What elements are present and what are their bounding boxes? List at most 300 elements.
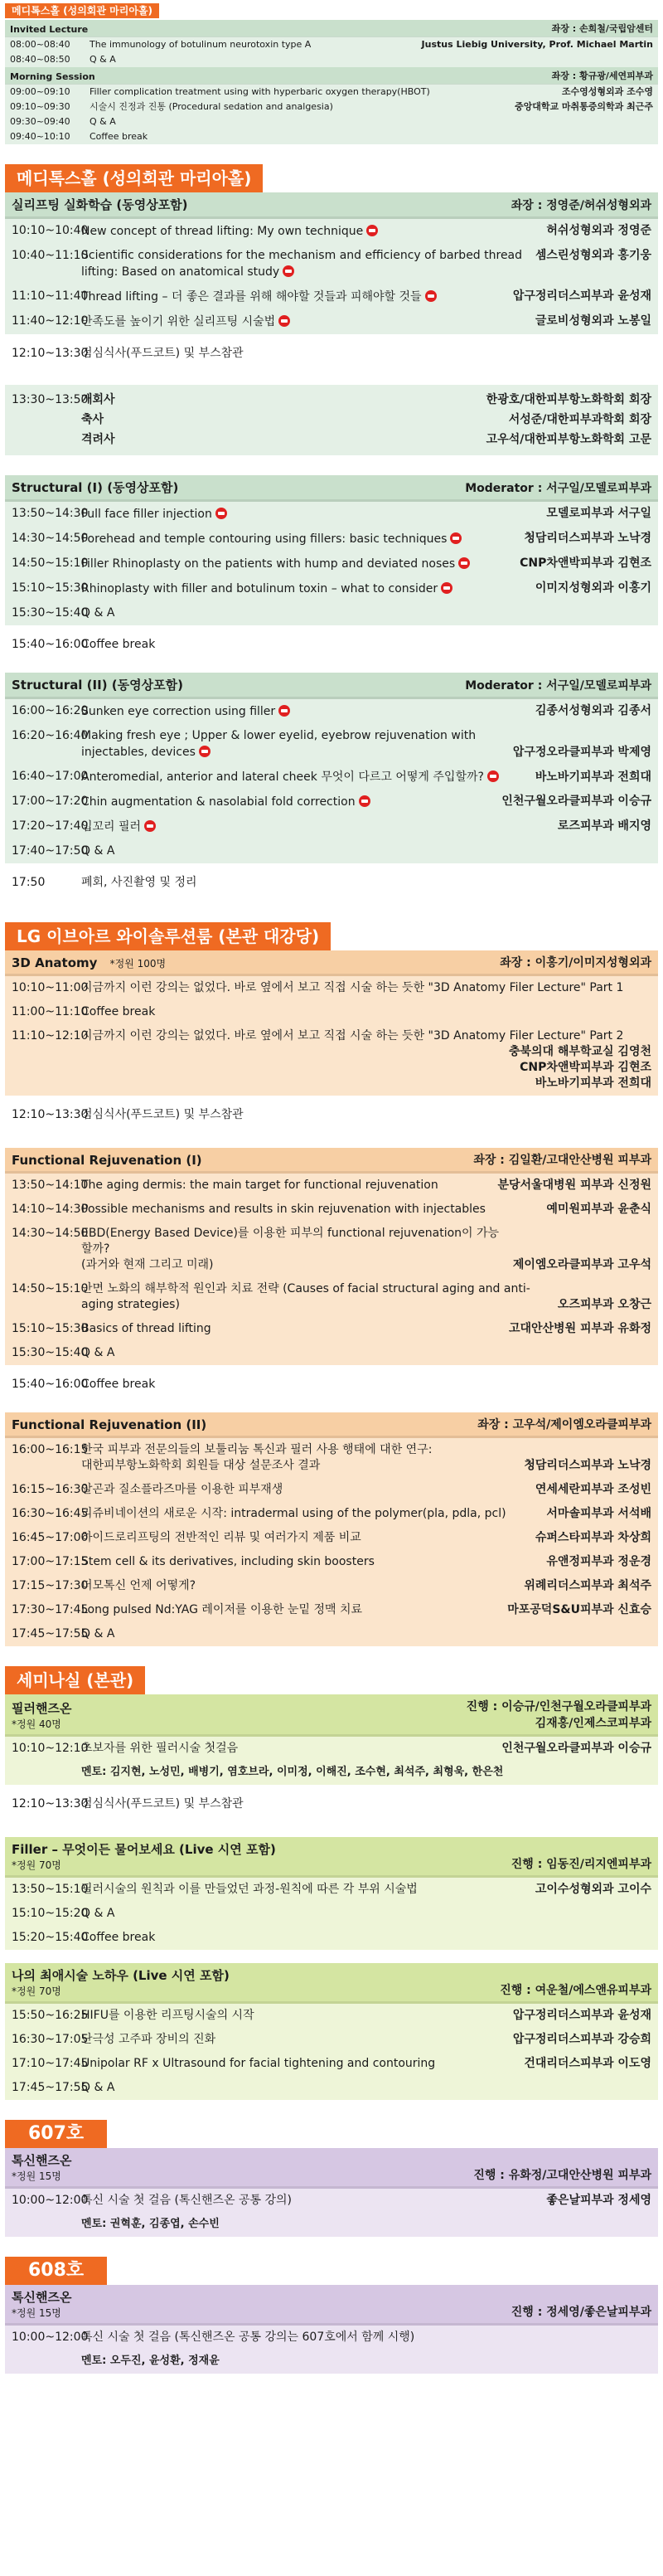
favorite-procedure-capacity: *정원 70명 bbox=[12, 1985, 61, 1997]
program-page bbox=[0, 2, 663, 2379]
session-row bbox=[5, 976, 658, 1000]
session-title: Anteromedial, anterior and lateral cheek 무엇이 다르고 어떻게 주입할까? bbox=[81, 770, 484, 784]
session-row bbox=[5, 1277, 658, 1317]
session-time: 15:30~15:40 bbox=[12, 606, 89, 620]
session-time: 15:30~15:40 bbox=[12, 1346, 89, 1359]
session-row bbox=[5, 1198, 658, 1222]
session-title: 만족도를 높이기 위한 실리프팅 시술법 bbox=[81, 315, 276, 328]
session-speaker: 모델로피부과 서구일 bbox=[546, 507, 651, 520]
anatomy-rows bbox=[5, 976, 658, 1096]
session-row bbox=[5, 1737, 658, 1761]
opening-row bbox=[5, 432, 658, 452]
session-time: 17:20~17:40 bbox=[12, 819, 89, 833]
structural-1-header bbox=[5, 475, 658, 502]
opening-label: 개회사 bbox=[81, 393, 115, 406]
toxin-handson-607-header bbox=[5, 2148, 658, 2189]
session-time: 16:30~16:45 bbox=[12, 1507, 89, 1520]
session-title: Stem cell & its derivatives, including skin boosters bbox=[81, 1555, 375, 1568]
session-time: 14:50~15:10 bbox=[12, 557, 89, 570]
session-time: 13:30~13:50 bbox=[12, 393, 89, 406]
session-time: 11:40~12:10 bbox=[12, 314, 89, 328]
session-speaker: 인천구월오라클피부과 이승규 bbox=[501, 1742, 651, 1755]
session-time: 15:20~15:40 bbox=[12, 1931, 89, 1944]
session-time: 16:45~17:00 bbox=[12, 1531, 89, 1544]
toxin-handson-607-chair: 진행 : 유화정/고대안산병원 피부과 bbox=[473, 2169, 651, 2182]
session-speaker: 연세세란피부과 조성빈 bbox=[535, 1483, 651, 1496]
session-title: Coffee break bbox=[81, 1005, 156, 1018]
mini-hall-tag: 메디톡스홀 (성의회관 마리아홀) bbox=[5, 3, 159, 18]
mini-section bbox=[5, 2, 658, 144]
session-time: 11:10~11:40 bbox=[12, 289, 89, 303]
invited-lecture-title: Invited Lecture bbox=[10, 24, 89, 35]
session-title: Full face filler injection bbox=[81, 508, 212, 521]
functional-2-chair: 좌장 : 고우석/제이엠오라클피부과 bbox=[477, 1418, 651, 1431]
session-time: 17:10~17:45 bbox=[12, 2057, 89, 2070]
structural-1-box bbox=[5, 475, 658, 664]
seminar-room-section bbox=[5, 1646, 658, 2100]
session-speaker: 슈퍼스타피부과 차상희 bbox=[535, 1531, 651, 1544]
seminar-room-tag: 세미나실 (본관) bbox=[5, 1666, 145, 1694]
session-title: 톡신 시술 첫 걸음 (톡신핸즈온 공통 강의) bbox=[81, 2194, 293, 2207]
session-time: 12:10~13:30 bbox=[12, 1797, 89, 1810]
session-row bbox=[5, 1622, 658, 1646]
session-row bbox=[5, 699, 658, 724]
session-title: Scientific considerations for the mechanism and efficiency of barbed thread lifting: Based on anatomical study bbox=[81, 249, 523, 279]
functional-2-rows bbox=[5, 1438, 658, 1646]
session-time: 10:00~12:00 bbox=[12, 2331, 89, 2344]
video-play-icon bbox=[144, 820, 156, 832]
session-speaker: 예미원피부과 윤춘식 bbox=[546, 1203, 651, 1216]
session-time: 16:15~16:30 bbox=[12, 1483, 89, 1496]
session-speaker: 이미지성형외과 이홍기 bbox=[535, 581, 651, 595]
session-time: 16:00~16:20 bbox=[12, 704, 89, 717]
session-title: Q & A bbox=[81, 606, 115, 620]
session-title: 필러시술의 원칙과 이를 만들었던 과정-원칙에 따른 각 부위 시술법 bbox=[81, 1883, 418, 1896]
session-row bbox=[5, 1222, 658, 1277]
invited-lecture-box bbox=[5, 20, 658, 144]
session-title: Filler Rhinoplasty on the patients with hump and deviated noses bbox=[81, 557, 456, 571]
session-row bbox=[5, 1174, 658, 1198]
room-607-section bbox=[5, 2100, 658, 2237]
mentor-list: 멘토: 김지현, 노성민, 배병기, 염호브라, 이미정, 이해진, 조수현, 최석주, 최형욱, 한은천 bbox=[81, 1766, 504, 1778]
session-row bbox=[5, 100, 658, 114]
functional-2-title: Functional Rejuvenation (II) bbox=[12, 1417, 207, 1432]
session-speaker: 중앙대학교 마취통증의학과 최근주 bbox=[514, 101, 653, 112]
video-play-icon bbox=[487, 770, 499, 782]
video-play-icon bbox=[366, 225, 378, 236]
session-time: 13:50~14:30 bbox=[12, 507, 89, 520]
session-time: 09:00~09:10 bbox=[10, 86, 70, 97]
session-title: 점심식사(푸드코트) 및 부스참관 bbox=[81, 347, 244, 360]
session-title: 안면 노화의 해부학적 원인과 치료 전략 (Causes of facial structural aging and anti-aging strategies) bbox=[81, 1282, 530, 1311]
anatomy-capacity: *정원 100명 bbox=[109, 958, 167, 970]
break-row bbox=[5, 625, 658, 664]
opening-label: 축사 bbox=[81, 413, 104, 426]
session-row bbox=[5, 1574, 658, 1598]
session-title: Q & A bbox=[81, 2081, 115, 2094]
session-row bbox=[5, 1438, 658, 1478]
session-title: EBD(Energy Based Device)를 이용한 피부의 functional rejuvenation이 가능할까? (과거와 현재 그리고 미래) bbox=[81, 1227, 500, 1271]
session-title: Q & A bbox=[81, 1907, 115, 1920]
session-time: 14:10~14:30 bbox=[12, 1203, 89, 1216]
session-row bbox=[5, 2326, 658, 2350]
filler-handson-chair: 진행 : 이승규/인천구월오라클피부과 김재홍/인제스코피부과 bbox=[466, 1700, 651, 1730]
room-607-tag: 607호 bbox=[5, 2120, 107, 2148]
session-speaker: 인천구월오라클피부과 이승규 bbox=[501, 795, 651, 808]
session-time: 15:10~15:30 bbox=[12, 1322, 89, 1335]
session-title: The aging dermis: the main target for functional rejuvenation bbox=[81, 1179, 438, 1192]
structural-1-title: Structural (I) (동영상포함) bbox=[12, 480, 179, 495]
mentor-list: 멘토: 권혁훈, 김종엽, 손수빈 bbox=[81, 2218, 220, 2230]
session-row bbox=[5, 724, 658, 765]
session-row bbox=[5, 1317, 658, 1341]
session-row bbox=[5, 576, 658, 601]
session-speaker: 압구정리더스피부과 강승희 bbox=[512, 2033, 651, 2046]
closing-row bbox=[5, 863, 658, 902]
lunch-row bbox=[5, 1785, 658, 1824]
session-title: Making fresh eye ; Upper & lower eyelid, eyebrow rejuvenation with injectables, devices bbox=[81, 729, 477, 759]
toxin-handson-607-title: 톡신핸즈온 bbox=[12, 2153, 72, 2168]
video-play-icon bbox=[199, 746, 211, 757]
session-speaker: 마포공덕S&U피부과 신효승 bbox=[507, 1603, 651, 1616]
session-speaker: 오즈피부과 오창근 bbox=[557, 1298, 651, 1311]
session-time: 16:00~16:15 bbox=[12, 1443, 89, 1456]
session-speaker: 건대리더스피부과 이도영 bbox=[524, 2057, 651, 2070]
session-time: 17:40~17:50 bbox=[12, 844, 89, 858]
session-time: 17:30~17:45 bbox=[12, 1603, 89, 1616]
session-title: New concept of thread lifting: My own technique bbox=[81, 225, 364, 238]
video-play-icon bbox=[425, 290, 437, 302]
favorite-procedure-title: 나의 최애시술 노하우 (Live 시연 포함) bbox=[12, 1968, 230, 1983]
morning-session-chair: 좌장 : 황규광/세연피부과 bbox=[551, 70, 653, 81]
anatomy-header bbox=[5, 950, 658, 976]
session-title: 입꼬리 필러 bbox=[81, 820, 142, 834]
session-time: 17:45~17:55 bbox=[12, 2081, 89, 2094]
session-row bbox=[5, 790, 658, 814]
session-speaker: 김종서성형외과 김종서 bbox=[535, 704, 651, 717]
session-speaker: CNP차앤박피부과 김현조 bbox=[520, 557, 651, 570]
structural-2-chair: Moderator : 서구일/모델로피부과 bbox=[465, 679, 651, 693]
mentor-list: 멘토: 오두진, 윤성환, 정재윤 bbox=[81, 2355, 220, 2367]
video-play-icon bbox=[278, 705, 290, 717]
toxin-handson-607-rows bbox=[5, 2189, 658, 2237]
thread-lifting-header bbox=[5, 192, 658, 219]
session-title: 리쥬비네이션의 새로운 시작: intradermal using of the polymer(pla, pdla, pcl) bbox=[81, 1507, 506, 1520]
session-row bbox=[5, 1526, 658, 1550]
session-title: Possible mechanisms and results in skin rejuvenation with injectables bbox=[81, 1203, 486, 1216]
lg-hall-section bbox=[5, 902, 658, 1646]
session-row bbox=[5, 839, 658, 863]
thread-lifting-rows bbox=[5, 219, 658, 334]
session-title: 점심식사(푸드코트) 및 부스참관 bbox=[81, 1108, 244, 1121]
video-play-icon bbox=[441, 582, 452, 594]
session-title: Chin augmentation & nasolabial fold correction bbox=[81, 795, 356, 809]
session-title: 한국 피부과 전문의들의 보툴리눔 톡신과 필러 사용 행태에 대한 연구: 대한피부항노화학회 회원들 대상 설문조사 결과 bbox=[81, 1443, 433, 1472]
functional-1-chair: 좌장 : 김일환/고대안산병원 피부과 bbox=[473, 1154, 651, 1167]
toxin-handson-608-capacity: *정원 15명 bbox=[12, 2307, 61, 2319]
session-speaker: 고대안산병원 피부과 유화정 bbox=[508, 1322, 651, 1335]
medytox-hall-tag: 메디톡스홀 (성의회관 마리아홀) bbox=[5, 164, 263, 192]
opening-speaker: 고우석/대한피부항노화학회 고문 bbox=[486, 433, 651, 446]
session-speaker: 충북의대 해부학교실 김영천 CNP차앤박피부과 김현조 바노바기피부과 전희대 bbox=[508, 1045, 651, 1090]
session-row bbox=[5, 37, 658, 52]
session-speaker: 바노바기피부과 전희대 bbox=[535, 770, 651, 784]
session-title: Q & A bbox=[81, 1346, 115, 1359]
anatomy-title: 3D Anatomy bbox=[12, 955, 98, 970]
video-play-icon bbox=[359, 795, 370, 807]
session-row bbox=[5, 527, 658, 552]
session-row bbox=[5, 129, 658, 144]
opening-label: 격려사 bbox=[81, 433, 115, 446]
filler-qa-header bbox=[5, 1837, 658, 1878]
toxin-handson-608-header bbox=[5, 2285, 658, 2326]
structural-1-chair: Moderator : 서구일/모델로피부과 bbox=[465, 482, 651, 495]
functional-1-title: Functional Rejuvenation (I) bbox=[12, 1153, 202, 1168]
session-row bbox=[5, 2028, 658, 2052]
toxin-handson-608-title: 톡신핸즈온 bbox=[12, 2290, 72, 2305]
session-row bbox=[5, 284, 658, 309]
session-speaker: 분당서울대병원 피부과 신정원 bbox=[497, 1179, 651, 1192]
session-title: Filler complication treatment using with hyperbaric oxygen therapy(HBOT) bbox=[90, 86, 430, 97]
favorite-procedure-rows bbox=[5, 2004, 658, 2100]
toxin-handson-608-chair: 진행 : 정세영/좋은날피부과 bbox=[511, 2306, 651, 2319]
thread-lifting-chair: 좌장 : 정영준/허쉬성형외과 bbox=[511, 199, 651, 212]
session-time: 17:15~17:30 bbox=[12, 1579, 89, 1592]
session-title: 톡신 시술 첫 걸음 (톡신핸즈온 공통 강의는 607호에서 함께 시행) bbox=[81, 2331, 415, 2344]
session-row bbox=[5, 1902, 658, 1926]
filler-qa-capacity: *정원 70명 bbox=[12, 1859, 61, 1871]
functional-2-header bbox=[5, 1412, 658, 1438]
morning-session-title: Morning Session bbox=[10, 71, 95, 82]
room-608-section bbox=[5, 2237, 658, 2374]
favorite-procedure-box bbox=[5, 1963, 658, 2100]
session-time: 08:40~08:50 bbox=[10, 54, 70, 65]
video-play-icon bbox=[283, 265, 294, 277]
toxin-handson-607-box bbox=[5, 2148, 658, 2237]
session-title: Q & A bbox=[90, 116, 116, 127]
filler-qa-title: Filler – 무엇이든 물어보세요 (Live 시연 포함) bbox=[12, 1842, 276, 1857]
session-time: 09:30~09:40 bbox=[10, 116, 70, 127]
session-speaker: 위례리더스피부과 최석주 bbox=[524, 1579, 651, 1592]
session-title: Basics of thread lifting bbox=[81, 1322, 211, 1335]
opening-row bbox=[5, 412, 658, 432]
session-time: 17:00~17:15 bbox=[12, 1555, 89, 1568]
session-time: 10:10~11:00 bbox=[12, 981, 89, 994]
session-title: Long pulsed Nd:YAG 레이저를 이용한 눈밑 정맥 치료 bbox=[81, 1603, 363, 1616]
session-speaker: 압구정리더스피부과 윤성재 bbox=[512, 289, 651, 303]
session-speaker: 고이수성형외과 고이수 bbox=[535, 1883, 651, 1896]
video-play-icon bbox=[278, 315, 290, 327]
session-row bbox=[5, 219, 658, 244]
session-speaker: 서마솔피부과 서석배 bbox=[546, 1507, 651, 1520]
session-time: 11:10~12:10 bbox=[12, 1029, 89, 1043]
opening-ceremony-box bbox=[5, 385, 658, 455]
anatomy-box bbox=[5, 950, 658, 1135]
session-time: 16:20~16:40 bbox=[12, 729, 89, 742]
session-time: 10:00~12:00 bbox=[12, 2194, 89, 2207]
session-title: Unipolar RF x Ultrasound for facial tightening and contouring bbox=[81, 2057, 436, 2070]
opening-speaker: 서성준/대한피부과학회 회장 bbox=[508, 413, 651, 426]
session-time: 10:10~12:10 bbox=[12, 1742, 89, 1755]
opening-row bbox=[5, 388, 658, 412]
structural-2-title: Structural (II) (동영상포함) bbox=[12, 678, 183, 693]
session-row bbox=[5, 765, 658, 790]
session-title: 초보자를 위한 필러시술 첫걸음 bbox=[81, 1742, 239, 1755]
session-row bbox=[5, 2052, 658, 2076]
filler-handson-box bbox=[5, 1694, 658, 1824]
session-row bbox=[5, 1550, 658, 1574]
session-title: The immunology of botulinum neurotoxin type A bbox=[90, 39, 312, 50]
session-speaker: 좋은날피부과 정세영 bbox=[546, 2194, 651, 2207]
session-time: 15:50~16:25 bbox=[12, 2009, 89, 2022]
session-speaker: 압구정리더스피부과 윤성재 bbox=[512, 2009, 651, 2022]
functional-2-box bbox=[5, 1412, 658, 1646]
session-row bbox=[5, 52, 658, 67]
thread-lifting-box bbox=[5, 192, 658, 373]
session-time: 14:50~15:10 bbox=[12, 1282, 89, 1295]
session-title: Coffee break bbox=[81, 638, 156, 651]
lg-hall-tag: LG 이브아르 와이솔루션룸 (본관 대강당) bbox=[5, 922, 331, 950]
favorite-procedure-chair: 진행 : 여운철/에스앤유피부과 bbox=[500, 1984, 651, 1997]
room-608-tag: 608호 bbox=[5, 2257, 107, 2285]
session-time: 17:45~17:55 bbox=[12, 1627, 89, 1640]
session-time: 12:10~13:30 bbox=[12, 347, 89, 360]
session-title: 알곤과 질소플라즈마를 이용한 피부재생 bbox=[81, 1483, 283, 1496]
filler-handson-rows bbox=[5, 1737, 658, 1785]
session-time: 13:50~15:10 bbox=[12, 1883, 89, 1896]
session-title: Q & A bbox=[90, 54, 116, 65]
filler-handson-title: 필러핸즈온 bbox=[12, 1701, 72, 1716]
session-row bbox=[5, 1000, 658, 1024]
structural-2-box bbox=[5, 673, 658, 902]
session-title: Q & A bbox=[81, 844, 115, 858]
session-speaker: 청담리더스피부과 노낙경 bbox=[524, 1459, 651, 1472]
session-speaker: 허쉬성형외과 정영준 bbox=[546, 224, 651, 237]
session-row bbox=[5, 2004, 658, 2028]
session-time: 15:10~15:30 bbox=[12, 581, 89, 595]
video-play-icon bbox=[215, 508, 227, 519]
session-row bbox=[5, 1926, 658, 1950]
session-title: 단극성 고주파 장비의 진화 bbox=[81, 2033, 216, 2046]
session-row bbox=[5, 2076, 658, 2100]
session-title: Coffee break bbox=[81, 1931, 156, 1944]
structural-2-header bbox=[5, 673, 658, 699]
session-title: Q & A bbox=[81, 1627, 115, 1640]
session-title: 지금까지 이런 강의는 없었다. 바로 옆에서 보고 직접 시술 하는 듯한 "3D Anatomy Filer Lecture" Part 1 bbox=[81, 981, 624, 994]
opening-speaker: 한광호/대한피부항노화학회 회장 bbox=[486, 393, 651, 406]
session-time: 16:40~17:00 bbox=[12, 770, 89, 783]
session-title: 지금까지 이런 강의는 없었다. 바로 옆에서 보고 직접 시술 하는 듯한 "3D Anatomy Filer Lecture" Part 2 bbox=[81, 1029, 624, 1043]
session-title: Coffee break bbox=[81, 1378, 156, 1391]
session-row bbox=[5, 1598, 658, 1622]
session-title: Thread lifting – 더 좋은 결과를 위해 해야할 것들과 피해야할 것들 bbox=[81, 290, 422, 304]
session-speaker: Justus Liebig University, Prof. Michael Martin bbox=[421, 39, 653, 50]
session-row bbox=[5, 1878, 658, 1902]
functional-1-header bbox=[5, 1148, 658, 1174]
session-speaker: 유앤정피부과 정운경 bbox=[546, 1555, 651, 1568]
toxin-handson-608-box bbox=[5, 2285, 658, 2374]
session-time: 09:40~10:10 bbox=[10, 131, 70, 142]
session-row bbox=[5, 114, 658, 129]
invited-lecture-chair: 좌장 : 손희철/국립암센터 bbox=[551, 23, 653, 34]
session-time: 17:00~17:20 bbox=[12, 795, 89, 808]
session-time: 10:10~10:40 bbox=[12, 224, 89, 237]
lunch-row bbox=[5, 1096, 658, 1135]
session-row bbox=[5, 601, 658, 625]
video-play-icon bbox=[450, 532, 462, 544]
session-time: 11:00~11:10 bbox=[12, 1005, 89, 1018]
session-speaker: 조수영성형외과 조수영 bbox=[561, 86, 653, 97]
session-title: 폐회, 사진촬영 및 정리 bbox=[81, 876, 197, 889]
session-time: 12:10~13:30 bbox=[12, 1108, 89, 1121]
anatomy-chair: 좌장 : 이홍기/이미지성형외과 bbox=[500, 956, 651, 970]
structural-1-rows bbox=[5, 502, 658, 625]
session-time: 15:40~16:00 bbox=[12, 638, 89, 651]
filler-handson-capacity: *정원 40명 bbox=[12, 1718, 61, 1730]
session-time: 13:50~14:10 bbox=[12, 1179, 89, 1192]
session-title: 하이드로리프팅의 전반적인 리뷰 및 여러가지 제품 비교 bbox=[81, 1531, 361, 1544]
session-title: Forehead and temple contouring using fillers: basic techniques bbox=[81, 532, 448, 546]
toxin-handson-607-capacity: *정원 15명 bbox=[12, 2170, 61, 2182]
thread-lifting-title: 실리프팅 실화학습 (동영상포함) bbox=[12, 197, 188, 212]
session-row bbox=[5, 502, 658, 527]
session-speaker: 로즈피부과 배지영 bbox=[557, 819, 651, 833]
morning-session-header bbox=[5, 67, 658, 85]
session-title: Rhinoplasty with filler and botulinum toxin – what to consider bbox=[81, 582, 438, 595]
session-time: 15:40~16:00 bbox=[12, 1378, 89, 1391]
functional-1-rows bbox=[5, 1174, 658, 1365]
structural-2-rows bbox=[5, 699, 658, 863]
medytox-hall-section bbox=[5, 144, 658, 902]
video-play-icon bbox=[458, 557, 470, 569]
session-title: Sunken eye correction using filler bbox=[81, 705, 276, 718]
morning-session-rows bbox=[5, 85, 658, 144]
session-title: 더모톡신 언제 어떻게? bbox=[81, 1579, 196, 1592]
session-time: 10:40~11:10 bbox=[12, 249, 89, 262]
session-time: 09:10~09:30 bbox=[10, 101, 70, 112]
session-time: 14:30~14:50 bbox=[12, 1227, 89, 1240]
session-time: 17:50 bbox=[12, 876, 46, 889]
session-title: HIFU를 이용한 리프팅시술의 시작 bbox=[81, 2009, 254, 2022]
filler-qa-box bbox=[5, 1837, 658, 1950]
session-title: 점심식사(푸드코트) 및 부스참관 bbox=[81, 1797, 244, 1810]
session-title: Coffee break bbox=[90, 131, 148, 142]
session-time: 14:30~14:50 bbox=[12, 532, 89, 545]
filler-qa-rows bbox=[5, 1878, 658, 1950]
session-speaker: 제이엠오라클피부과 고우석 bbox=[512, 1258, 651, 1271]
toxin-handson-608-rows bbox=[5, 2326, 658, 2374]
invited-lecture-header bbox=[5, 20, 658, 37]
filler-qa-chair: 진행 : 임동진/리지엔피부과 bbox=[511, 1858, 651, 1871]
session-row bbox=[5, 1341, 658, 1365]
invited-lecture-rows bbox=[5, 37, 658, 67]
session-row bbox=[5, 1502, 658, 1526]
favorite-procedure-header bbox=[5, 1963, 658, 2004]
session-row bbox=[5, 85, 658, 100]
filler-handson-header bbox=[5, 1694, 658, 1737]
session-row bbox=[5, 1024, 658, 1096]
session-speaker: 셈스린성형외과 홍기웅 bbox=[535, 249, 651, 262]
session-row bbox=[5, 552, 658, 576]
lunch-row bbox=[5, 334, 658, 373]
session-time: 08:00~08:40 bbox=[10, 39, 70, 50]
session-row bbox=[5, 814, 658, 839]
session-speaker: 압구정오라클피부과 박제영 bbox=[512, 746, 651, 759]
session-title: 시술시 진정과 진통 (Procedural sedation and analgesia) bbox=[90, 101, 333, 112]
session-time: 16:30~17:05 bbox=[12, 2033, 89, 2046]
session-time: 15:10~15:20 bbox=[12, 1907, 89, 1920]
session-row bbox=[5, 1478, 658, 1502]
